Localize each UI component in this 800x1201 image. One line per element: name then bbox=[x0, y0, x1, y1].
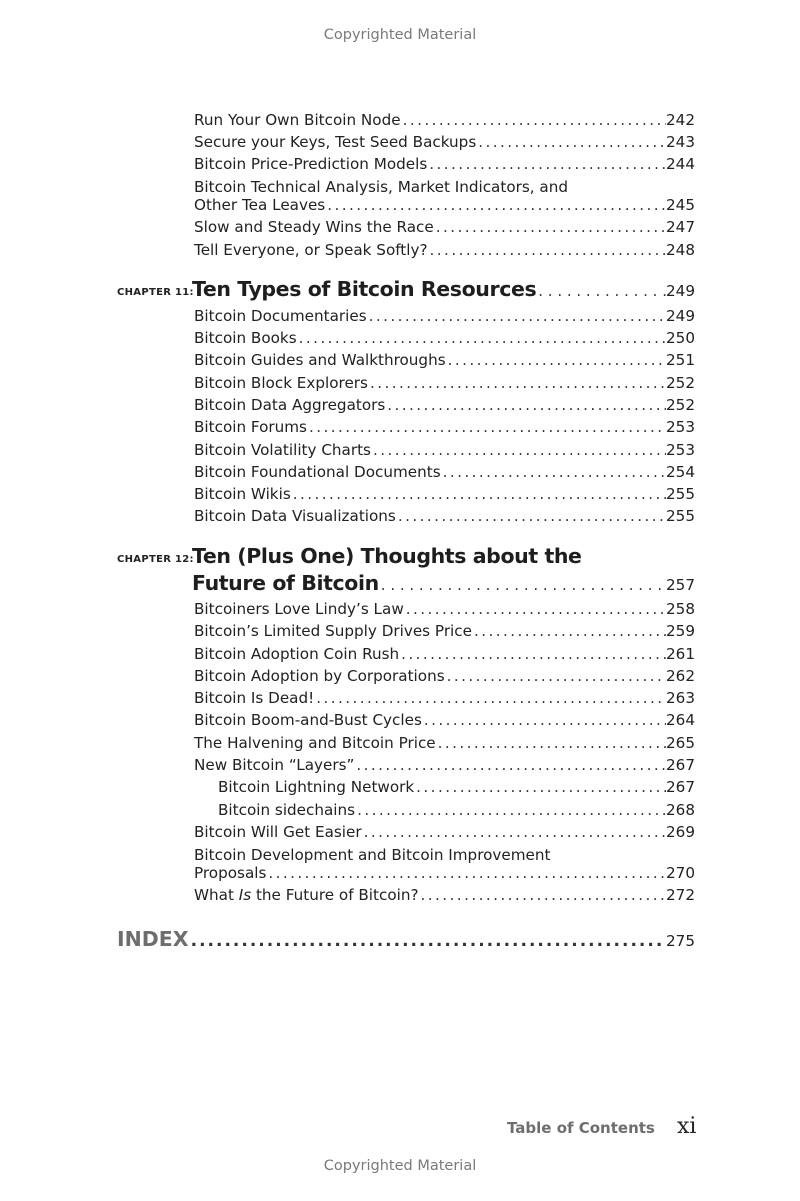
toc-entry-title: Bitcoin Will Get Easier bbox=[194, 823, 362, 841]
dot-leader bbox=[427, 157, 666, 172]
toc-entry-title: Bitcoin Forums bbox=[194, 418, 307, 436]
toc-entry[interactable] bbox=[194, 888, 695, 903]
toc-entry-page: 247 bbox=[666, 218, 695, 236]
toc-entry-page: 264 bbox=[666, 711, 695, 729]
toc-subentry[interactable] bbox=[218, 803, 695, 818]
dot-leader bbox=[189, 933, 666, 950]
dot-leader bbox=[266, 866, 666, 881]
toc-entry-title: Slow and Steady Wins the Race bbox=[194, 218, 434, 236]
dot-leader bbox=[436, 736, 666, 751]
dot-leader bbox=[414, 780, 666, 795]
toc-entry-title: Bitcoin Guides and Walkthroughs bbox=[194, 351, 446, 369]
toc-entry-page: 242 bbox=[666, 111, 695, 129]
index-heading[interactable] bbox=[117, 929, 695, 950]
dot-leader bbox=[367, 309, 666, 324]
toc-entry-title: Bitcoin Price-Prediction Models bbox=[194, 155, 428, 173]
toc-entry-title: Bitcoin Volatility Charts bbox=[194, 441, 371, 459]
toc-entry-title: Bitcoin Adoption by Corporations bbox=[194, 667, 445, 685]
dot-leader bbox=[354, 758, 666, 773]
dot-leader bbox=[404, 602, 666, 617]
toc-entry[interactable] bbox=[194, 647, 695, 662]
toc-entry[interactable] bbox=[194, 691, 695, 706]
toc-entry[interactable] bbox=[194, 825, 695, 840]
toc-entry-page: 250 bbox=[666, 329, 695, 347]
toc-entry[interactable] bbox=[194, 866, 695, 881]
index-page: 275 bbox=[666, 932, 695, 950]
toc-entry-title: Bitcoin Books bbox=[194, 329, 297, 347]
dot-leader bbox=[428, 243, 666, 258]
toc-entry[interactable] bbox=[194, 113, 695, 128]
toc-entry-title: Bitcoin Lightning Network bbox=[218, 778, 415, 796]
page-number: xi bbox=[677, 1114, 697, 1139]
toc-entry-page: 267 bbox=[666, 778, 695, 796]
toc-entry-title: Bitcoin Is Dead! bbox=[194, 689, 315, 707]
dot-leader bbox=[399, 647, 666, 662]
dot-leader bbox=[297, 331, 666, 346]
toc-entry-page: 245 bbox=[666, 196, 695, 214]
toc-entry-page: 270 bbox=[666, 864, 695, 882]
toc-entry-page: 265 bbox=[666, 734, 695, 752]
chapter-11-label: CHAPTER 11: bbox=[117, 287, 194, 298]
dot-leader bbox=[472, 624, 666, 639]
dot-leader bbox=[362, 825, 666, 840]
chapter-11-title: Ten Types of Bitcoin Resources bbox=[192, 277, 537, 301]
dot-leader bbox=[441, 465, 666, 480]
toc-entry[interactable] bbox=[194, 713, 695, 728]
toc-entry-page: 249 bbox=[666, 307, 695, 325]
toc-entry-title: Bitcoin Documentaries bbox=[194, 307, 367, 325]
toc-entry[interactable] bbox=[194, 669, 695, 684]
title-part: What bbox=[194, 886, 239, 904]
dot-leader bbox=[291, 487, 666, 502]
dot-leader bbox=[314, 691, 666, 706]
toc-entry[interactable] bbox=[194, 331, 695, 346]
toc-entry-title: Bitcoin Data Aggregators bbox=[194, 396, 386, 414]
title-emphasis: Is bbox=[238, 886, 252, 904]
dot-leader bbox=[445, 669, 666, 684]
toc-entry[interactable] bbox=[194, 398, 695, 413]
toc-entry[interactable] bbox=[194, 135, 695, 150]
toc-entry[interactable] bbox=[194, 624, 695, 639]
toc-entry[interactable] bbox=[194, 309, 695, 324]
toc-entry-title: Bitcoiners Love Lindy’s Law bbox=[194, 600, 404, 618]
toc-entry-title: Bitcoin sidechains bbox=[218, 801, 356, 819]
toc-entry[interactable] bbox=[194, 220, 695, 235]
toc-entry-page: 268 bbox=[666, 801, 695, 819]
toc-subentry[interactable] bbox=[218, 780, 695, 795]
chapter-12-title: Future of Bitcoin bbox=[192, 571, 379, 595]
toc-entry-title: Bitcoin Block Explorers bbox=[194, 374, 368, 392]
toc-entry-page: 251 bbox=[666, 351, 695, 369]
toc-entry[interactable] bbox=[194, 602, 695, 617]
dot-leader bbox=[422, 713, 666, 728]
toc-entry[interactable] bbox=[194, 376, 695, 391]
toc-entry-title: Bitcoin Adoption Coin Rush bbox=[194, 645, 400, 663]
toc-entry-title: Bitcoin’s Limited Supply Drives Price bbox=[194, 622, 472, 640]
copyright-watermark-bottom: Copyrighted Material bbox=[323, 1158, 477, 1174]
toc-entry-title: Other Tea Leaves bbox=[194, 196, 326, 214]
chapter-12-heading[interactable] bbox=[192, 573, 695, 594]
toc-entry[interactable] bbox=[194, 157, 695, 172]
toc-entry-page: 262 bbox=[666, 667, 695, 685]
toc-entry[interactable] bbox=[194, 509, 695, 524]
toc-entry-page: 253 bbox=[666, 441, 695, 459]
index-title: INDEX bbox=[117, 927, 189, 951]
chapter-12-label: CHAPTER 12: bbox=[117, 554, 194, 565]
toc-entry-page: 269 bbox=[666, 823, 695, 841]
toc-entry[interactable] bbox=[194, 198, 695, 213]
toc-entry-page: 272 bbox=[666, 886, 695, 904]
toc-entry-title-line1: Bitcoin Development and Bitcoin Improvement bbox=[194, 846, 551, 864]
toc-entry-title bbox=[194, 888, 419, 903]
dot-leader bbox=[419, 888, 666, 903]
toc-entry-title: Bitcoin Wikis bbox=[194, 485, 291, 503]
toc-entry-page: 243 bbox=[666, 133, 695, 151]
toc-entry[interactable] bbox=[194, 353, 695, 368]
toc-entry-title: Bitcoin Boom-and-Bust Cycles bbox=[194, 711, 422, 729]
toc-entry-page: 267 bbox=[666, 756, 695, 774]
toc-entry-page: 252 bbox=[666, 396, 695, 414]
toc-entry-page: 259 bbox=[666, 622, 695, 640]
dot-leader bbox=[446, 353, 666, 368]
dot-leader bbox=[536, 284, 666, 299]
toc-entry-title: Secure your Keys, Test Seed Backups bbox=[194, 133, 477, 151]
dot-leader bbox=[476, 135, 666, 150]
toc-entry-title: Tell Everyone, or Speak Softly? bbox=[194, 241, 428, 259]
toc-entry[interactable] bbox=[194, 465, 695, 480]
toc-entry[interactable] bbox=[194, 758, 695, 773]
dot-leader bbox=[368, 376, 666, 391]
toc-entry-page: 248 bbox=[666, 241, 695, 259]
toc-entry[interactable] bbox=[194, 443, 695, 458]
toc-entry[interactable] bbox=[194, 243, 695, 258]
dot-leader bbox=[379, 578, 666, 593]
toc-entry-page: 253 bbox=[666, 418, 695, 436]
dot-leader bbox=[325, 198, 666, 213]
toc-entry-title: Bitcoin Foundational Documents bbox=[194, 463, 441, 481]
toc-entry-page: 258 bbox=[666, 600, 695, 618]
toc-entry-page: 263 bbox=[666, 689, 695, 707]
toc-entry-page: 252 bbox=[666, 374, 695, 392]
dot-leader bbox=[401, 113, 666, 128]
toc-entry[interactable] bbox=[194, 487, 695, 502]
toc-entry-title: Bitcoin Data Visualizations bbox=[194, 507, 396, 525]
toc-entry-title: Run Your Own Bitcoin Node bbox=[194, 111, 401, 129]
dot-leader bbox=[307, 420, 666, 435]
toc-entry-page: 261 bbox=[666, 645, 695, 663]
toc-entry-page: 244 bbox=[666, 155, 695, 173]
dot-leader bbox=[355, 803, 666, 818]
dot-leader bbox=[385, 398, 666, 413]
toc-entry-page: 255 bbox=[666, 485, 695, 503]
toc-entry[interactable] bbox=[194, 736, 695, 751]
dot-leader bbox=[434, 220, 666, 235]
toc-entry[interactable] bbox=[194, 420, 695, 435]
toc-entry-title: The Halvening and Bitcoin Price bbox=[194, 734, 436, 752]
toc-entry-title: Proposals bbox=[194, 864, 267, 882]
chapter-11-page: 249 bbox=[666, 282, 695, 300]
running-footer-label: Table of Contents bbox=[507, 1119, 655, 1137]
toc-entry-title: New Bitcoin “Layers” bbox=[194, 756, 355, 774]
toc-entry-title-line1: Bitcoin Technical Analysis, Market Indicators, and bbox=[194, 178, 568, 196]
dot-leader bbox=[396, 509, 666, 524]
chapter-12-title-line1: Ten (Plus One) Thoughts about the bbox=[192, 544, 582, 568]
toc-entry-page: 254 bbox=[666, 463, 695, 481]
toc-entry-page: 255 bbox=[666, 507, 695, 525]
chapter-12-page: 257 bbox=[666, 576, 695, 594]
dot-leader bbox=[371, 443, 666, 458]
copyright-watermark-top: Copyrighted Material bbox=[323, 27, 477, 43]
title-part: the Future of Bitcoin? bbox=[251, 886, 419, 904]
chapter-11-heading[interactable] bbox=[192, 279, 695, 300]
